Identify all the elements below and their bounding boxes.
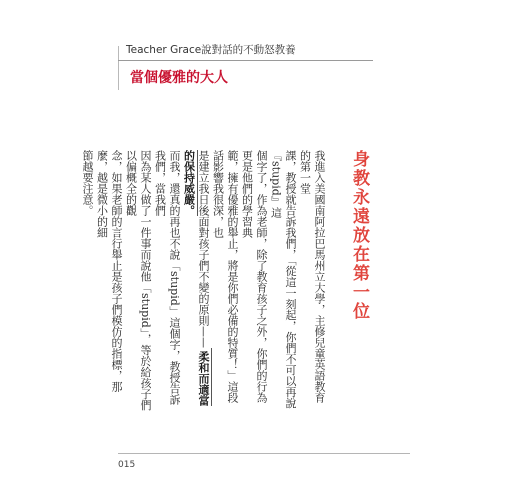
chapter-title: 當個優雅的大人	[130, 70, 228, 86]
page-number: 015	[118, 460, 136, 470]
footer-rule	[118, 453, 410, 454]
paragraph-2	[80, 150, 182, 412]
paragraph-line: 課，教授就告訴我們，「從這一刻起，你們不可以再說『stupid』這	[269, 150, 297, 409]
paragraph-1	[181, 150, 326, 412]
paragraph-line: 我進入美國南阿拉巴馬州立大學，主修兒童英語教育的第一堂	[298, 150, 326, 403]
page-header	[118, 36, 378, 88]
paragraph-line: 是建立我日後面對孩子們不變的原則——	[197, 150, 210, 348]
running-title: Teacher Grace說對話的不動怒教養	[126, 44, 296, 56]
paragraph-line: 念，如果老師的言行舉止是孩子們模仿的指標，那麼，越是微小的細	[95, 150, 123, 392]
paragraph-line: 範，擁有優雅的舉止，將是你們必備的特質！」這段話影響我很深，也	[211, 150, 239, 403]
header-rule	[118, 60, 373, 61]
vertical-text-body	[64, 150, 371, 412]
paragraph-line: 個字了，作為老師，除了教育孩子之外，你們的行為更是他們的學習典	[240, 150, 268, 403]
header-vertical-rule	[118, 46, 119, 90]
paragraph-line: 而我，還真的再也不說「stupid」這個字，教授告訴我們，當我們	[153, 150, 181, 405]
section-heading: 身教永遠放在第一位	[349, 150, 369, 321]
paragraph-line: 節越要注意。	[81, 150, 94, 216]
emphasis-phrase: 柔和而適當的保持威嚴。	[182, 150, 210, 406]
paragraph-line: 因為某人做了一件事而說他「stupid」，等於給孩子們以偏概全的觀	[124, 150, 152, 411]
